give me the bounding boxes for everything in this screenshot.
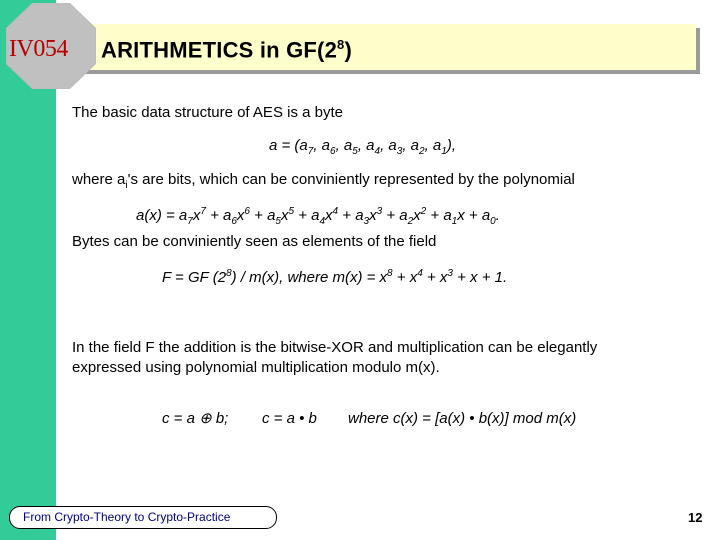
field-sup: 3 [447,268,453,279]
poly-term: x + a [457,207,491,224]
poly-term: x [413,207,421,224]
field-term: + x [422,269,448,286]
sep: , a [402,137,420,154]
poly-term: a(x) = a [136,207,188,224]
sep: , a [357,137,375,154]
equation-mod: where c(x) = [a(x) • b(x)] mod m(x) [348,410,577,427]
sub-4: 4 [374,146,381,157]
poly-sub: 3 [363,216,370,227]
byte-definition [269,137,456,161]
body-line-8: expressed using polynomial multiplication modulo m(x). [72,359,440,376]
l3-start: where a [72,171,126,188]
poly-sup: 3 [376,206,383,217]
title-end: ) [344,37,352,63]
poly-term: . [495,207,500,224]
poly-sup: 6 [244,206,250,217]
poly-sup: 4 [332,206,339,217]
field-sup: 8 [387,268,393,279]
poly-term: + a [249,207,276,224]
field-term: F = GF (2 [162,269,227,286]
poly-sup: 5 [288,206,295,217]
poly-term: + a [426,207,452,224]
poly-sup: 2 [420,206,427,217]
poly-sub: 1 [451,216,458,227]
course-code: IV054 [9,36,68,62]
poly-sub: 0 [490,216,496,227]
equation-product: c = a • b [262,410,317,427]
title-superscript: 8 [337,37,345,52]
sep: , a [335,137,353,154]
sep: , a [380,137,397,154]
l3-rest: 's are bits, which can be conviniently represented by the polynomial [127,171,575,188]
sub-6: 6 [330,146,336,157]
poly-sub: 2 [407,216,414,227]
poly-term: x [236,207,245,224]
body-line-1: The basic data structure of AES is a byte [72,104,343,121]
sep: , a [313,137,331,154]
field-sup: 4 [417,268,423,279]
poly-term: x [192,207,201,224]
sub-7: 7 [307,146,314,157]
field-term: ) / m(x), where m(x) = x [231,269,388,286]
poly-term: x [369,207,377,224]
poly-term: x [325,207,333,224]
poly-sub: 5 [275,216,281,227]
byte-end: ), [446,137,457,154]
poly-sup: 7 [200,206,206,217]
poly-sub: 6 [231,216,237,227]
equation-xor: c = a ⊕ b; [162,410,229,427]
poly-term: + a [294,207,320,224]
title-main: ARITHMETICS in GF(2 [101,37,338,63]
byte-a: a = (a [269,137,308,154]
sub-3: 3 [396,146,403,157]
l3-sub: i [125,180,128,191]
page-number: 12 [688,510,703,525]
field-term: + x + 1. [452,269,508,286]
sub-2: 2 [419,146,425,157]
sep: , a [424,137,442,154]
poly-term: + a [338,207,364,224]
field-term: + x [392,269,418,286]
poly-term: + a [382,207,408,224]
footer-text: From Crypto-Theory to Crypto-Practice [23,510,231,524]
polynomial [136,203,500,231]
sub-1: 1 [441,146,447,157]
field-sup: 8 [226,268,232,279]
body-line-5: Bytes can be conviniently seen as elements of the field [72,233,437,250]
poly-term: + a [205,207,232,224]
body-line-7: In the field F the addition is the bitwise-XOR and multiplication can be elegantly [72,339,598,356]
poly-sub: 7 [187,216,193,227]
poly-sub: 4 [319,216,326,227]
body-line-3 [72,171,575,195]
slide-title [101,37,352,63]
field-definition [162,265,507,287]
sub-5: 5 [352,146,358,157]
poly-term: x [280,207,289,224]
